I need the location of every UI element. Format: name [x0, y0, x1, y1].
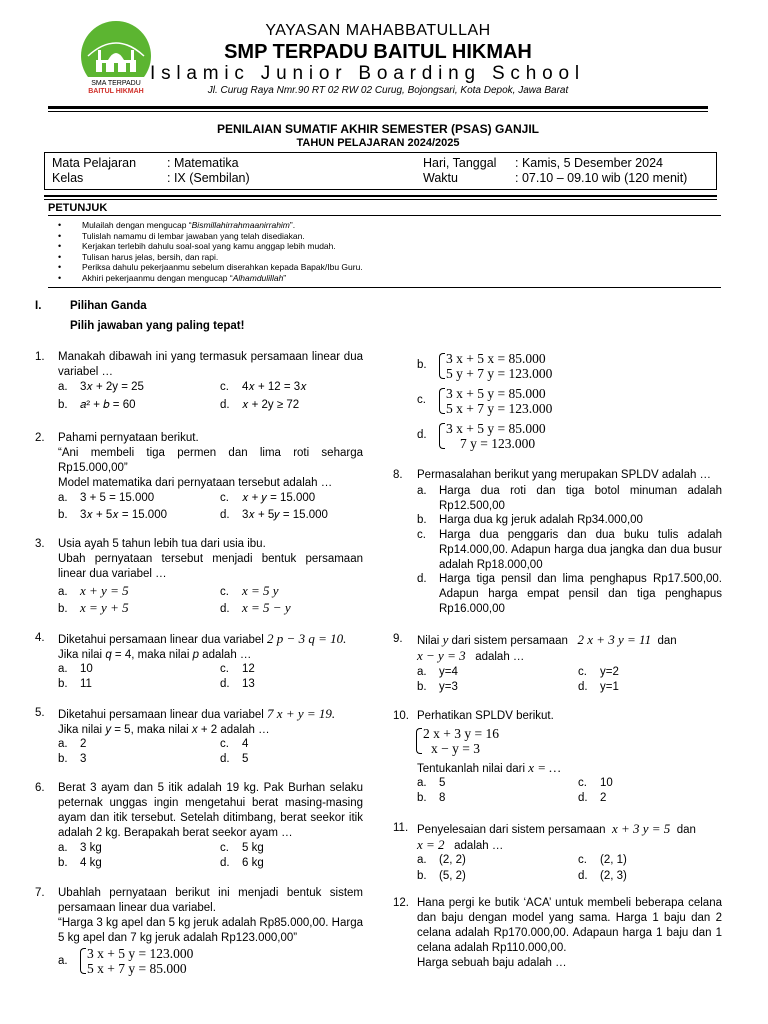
option-b[interactable]: b. x = y + 5 [58, 600, 129, 615]
question-text: Nilai y dari sistem persamaan 2 x + 3 y = 11 dan [417, 632, 677, 647]
date-value: : Kamis, 5 Desember 2024 [515, 156, 663, 170]
option-c[interactable]: c. 5 kg [220, 842, 264, 854]
option-b[interactable]: b. [417, 514, 427, 526]
question-number: 8. [393, 469, 403, 481]
question-number: 6. [35, 782, 45, 794]
question-9 [393, 632, 723, 697]
school-tagline: Islamic Junior Boarding School [150, 63, 585, 84]
option-c[interactable]: c. (2, 1) [578, 854, 627, 866]
option-c[interactable]: c. 10 [578, 777, 613, 789]
question-text: Usia ayah 5 tahun lebih tua dari usia ibu. Ubah pernyataan tersebut menjadi bentuk persamaan linear dua variabel … [58, 538, 363, 580]
question-text-2: x = 2 adalah … [417, 837, 504, 852]
time-value: : 07.10 – 09.10 wib (120 menit) [515, 171, 688, 185]
question-number: 1. [35, 351, 45, 363]
option-a[interactable]: a. x + y = 5 [58, 583, 129, 598]
question-5 [35, 706, 365, 768]
section-number: I. [35, 300, 42, 312]
question-8 [393, 468, 723, 620]
instruction-item: • Mulailah dengan mengucap “Bismillahirrahmaanirrahim”. [58, 220, 363, 231]
info-divider-thin [44, 199, 717, 200]
question-text: Manakah dibawah ini yang termasuk persamaan linear dua variabel … [58, 351, 363, 378]
option-d[interactable]: d. 5 [220, 753, 249, 765]
option-c[interactable]: c. x = 5 y [220, 583, 279, 598]
option-c-text: Harga dua penggaris dan dua buku tulis adalah Rp14.000,00. Adapun harga dua jangka dan dua busur adalah Rp18.000,00 [439, 529, 722, 571]
option-d[interactable]: d. 6 kg [220, 857, 264, 869]
option-d-text: Harga tiga pensil dan lima penghapus Rp17.500,00. Adapun harga empat pensil dan tiga penghapus Rp16.000,00 [439, 573, 722, 615]
logo-text-bottom: BAITUL HIKMAH [88, 88, 144, 95]
option-b[interactable]: b. 𝑎² + 𝑏 = 60 [58, 399, 136, 411]
instructions-end-divider [48, 287, 721, 288]
class-value: : IX (Sembilan) [167, 171, 250, 185]
question-12 [393, 896, 723, 976]
option-b[interactable]: b. 11 [58, 678, 92, 690]
option-a[interactable]: a. 3 kg [58, 842, 102, 854]
option-b-text: Harga dua kg jeruk adalah Rp34.000,00 [439, 514, 643, 526]
q7-option-b[interactable]: b. [417, 359, 427, 371]
question-4 [35, 631, 365, 693]
time-label: Waktu [423, 171, 458, 185]
exam-year: TAHUN PELAJARAN 2024/2025 [296, 137, 460, 149]
question-number: 3. [35, 538, 45, 550]
option-d[interactable]: d. (2, 3) [578, 870, 627, 882]
instruction-item: • Kerjakan terlebih dahulu soal-soal yang kamu anggap lebih mudah. [58, 241, 363, 252]
option-d[interactable]: d. 13 [220, 678, 255, 690]
option-d[interactable]: d. y=1 [578, 681, 619, 693]
option-d[interactable]: d. 2 [578, 792, 607, 804]
question-text: Penyelesaian dari sistem persamaan x + 3 y = 5 dan [417, 821, 696, 836]
option-b[interactable]: b. 8 [417, 792, 446, 804]
question-number: 2. [35, 432, 45, 444]
q7-option-b-system[interactable]: 3 x + 5 x = 85.000 5 y + 7 y = 123.000 [438, 351, 552, 381]
instruction-item: • Tulislah namamu di lembar jawaban yang telah disediakan. [58, 231, 363, 242]
option-c[interactable]: c. 12 [220, 663, 255, 675]
option-a[interactable]: a. (2, 2) [417, 854, 466, 866]
question-text: Hana pergi ke butik ‘ACA’ untuk membeli beberapa celana dan baju dengan model yang sama. Harga 1 baju dan 2 celana adalah Rp170.000,00. Adapaun harga 1 baju dan 1 celana adalah Rp110.000,00. Harga sebuah baju adalah … [417, 897, 722, 969]
option-a-text: Harga dua roti dan tiga botol minuman adalah Rp12.500,00 [439, 485, 722, 512]
q7-option-d-system[interactable]: 3 x + 5 y = 85.000 7 y = 123.000 [438, 421, 546, 451]
subject-value: : Matematika [167, 156, 239, 170]
option-a[interactable]: a. 3 + 5 = 15.000 [58, 492, 155, 504]
question-text: Diketahui persamaan linear dua variabel 7 x + y = 19. Jika nilai y = 5, maka nilai x + 2 adalah … [58, 706, 336, 736]
question-number: 5. [35, 707, 45, 719]
school-name: SMP TERPADU BAITUL HIKMAH [224, 41, 532, 63]
question-11 [393, 821, 723, 886]
question-text: Berat 3 ayam dan 5 itik adalah 19 kg. Pak Burhan selaku peternak unggas ingin mengetahui berat masing-masing ayam dan itik tersebut. Setelah ditimbang, berat seekor itik adalah 2 kg. Berapakah berat seekor ayam … [58, 782, 363, 839]
instruction-item: • Tulisan harus jelas, bersih, dan rapi. [58, 252, 363, 263]
option-c[interactable]: c. 𝑥 + 𝑦 = 15.000 [220, 492, 316, 504]
question-10 [393, 709, 723, 809]
question-2 [35, 431, 365, 526]
option-a[interactable]: a. 2 [58, 738, 87, 750]
question-text: Ubahlah pernyataan berikut ini menjadi bentuk sistem persamaan linear dua variabel. “Harga 3 kg apel dan 5 kg jeruk adalah Rp85.000,00. Harga 5 kg apel dan 7 kg jeruk adalah Rp123.000,00” [58, 887, 363, 944]
question-number: 11. [393, 822, 409, 834]
q7-option-d[interactable]: d. [417, 429, 427, 441]
option-b[interactable]: b. (5, 2) [417, 870, 466, 882]
question-text-2: Tentukanlah nilai dari x = … [417, 760, 561, 775]
question-number: 12. [393, 897, 409, 909]
option-c[interactable]: c. y=2 [578, 666, 619, 678]
question-3 [35, 537, 365, 622]
option-a-system[interactable]: 3 x + 5 y = 123.000 5 x + 7 y = 85.000 [79, 946, 193, 976]
question-text: Diketahui persamaan linear dua variabel 2 p − 3 q = 10. Jika nilai q = 4, maka nilai p adalah … [58, 631, 347, 661]
option-d[interactable]: d. 𝑥 + 2y ≥ 72 [220, 399, 300, 411]
instructions-title: PETUNJUK [48, 202, 108, 214]
question-6 [35, 781, 365, 873]
option-d[interactable]: d. [417, 573, 427, 585]
option-a[interactable]: a. [417, 485, 427, 497]
header-divider-thin [48, 111, 708, 112]
option-c[interactable]: c. [417, 529, 426, 541]
option-b[interactable]: b. 3𝑥 + 5𝑥 = 15.000 [58, 509, 167, 521]
option-b[interactable]: b. y=3 [417, 681, 458, 693]
date-label: Hari, Tanggal [423, 156, 497, 170]
instructions-divider [48, 215, 721, 216]
question-number: 10. [393, 710, 409, 722]
option-c[interactable]: c. 4 [220, 738, 249, 750]
option-a[interactable]: a. 5 [417, 777, 446, 789]
logo-text-top: SMA TERPADU [91, 80, 141, 87]
class-label: Kelas [52, 171, 84, 185]
question-number: 9. [393, 633, 403, 645]
instruction-item: • Periksa dahulu pekerjaanmu sebelum diserahkan kepada Bapak/Ibu Guru. [58, 262, 363, 273]
question-7 [35, 886, 365, 980]
q7-option-c[interactable]: c. [417, 394, 426, 406]
option-b[interactable]: b. 4 kg [58, 857, 102, 869]
question-text: Permasalahan berikut yang merupakan SPLDV adalah … [417, 469, 712, 481]
question-number: 4. [35, 632, 45, 644]
question-text-2: x − y = 3 adalah … [417, 648, 525, 663]
option-a[interactable]: a. y=4 [417, 666, 458, 678]
option-a[interactable]: a. 10 [58, 663, 93, 675]
section-title: Pilihan Ganda [70, 300, 147, 312]
section-instruction: Pilih jawaban yang paling tepat! [70, 320, 245, 332]
question-text: Pahami pernyataan berikut. “Ani membeli tiga permen dan lima roti seharga Rp15.000,00” Model matematika dari pernyataan tersebut adalah … [58, 432, 363, 489]
option-a[interactable]: a. 3𝑥 + 2y = 25 [58, 381, 144, 393]
instructions-list [58, 220, 363, 283]
question-text: Perhatikan SPLDV berikut. [417, 710, 554, 722]
spldv-system: 2 x + 3 y = 16 x − y = 3 [415, 726, 499, 756]
header-divider-thick [48, 106, 708, 109]
option-c[interactable]: c. 4𝑥 + 12 = 3𝑥 [220, 381, 307, 393]
info-divider-thick [44, 195, 717, 197]
option-a[interactable]: a. [58, 955, 68, 967]
exam-title: PENILAIAN SUMATIF AKHIR SEMESTER (PSAS) GANJIL [216, 122, 539, 136]
option-d[interactable]: d. x = 5 − y [220, 600, 291, 615]
school-address: Jl. Curug Raya Nmr.90 RT 02 RW 02 Curug, Bojongsari, Kota Depok, Jawa Barat [207, 85, 569, 96]
question-1 [35, 350, 365, 420]
option-b[interactable]: b. 3 [58, 753, 87, 765]
question-number: 7. [35, 887, 45, 899]
q7-option-c-system[interactable]: 3 x + 5 y = 85.000 5 x + 7 y = 123.000 [438, 386, 552, 416]
foundation-name: YAYASAN MAHABBATULLAH [265, 22, 491, 39]
instruction-item: • Akhiri pekerjaanmu dengan mengucap “Alhamdulillah” [58, 273, 363, 284]
option-d[interactable]: d. 3𝑥 + 5𝑦 = 15.000 [220, 509, 328, 521]
exam-info-box [44, 152, 717, 190]
subject-label: Mata Pelajaran [52, 156, 137, 170]
